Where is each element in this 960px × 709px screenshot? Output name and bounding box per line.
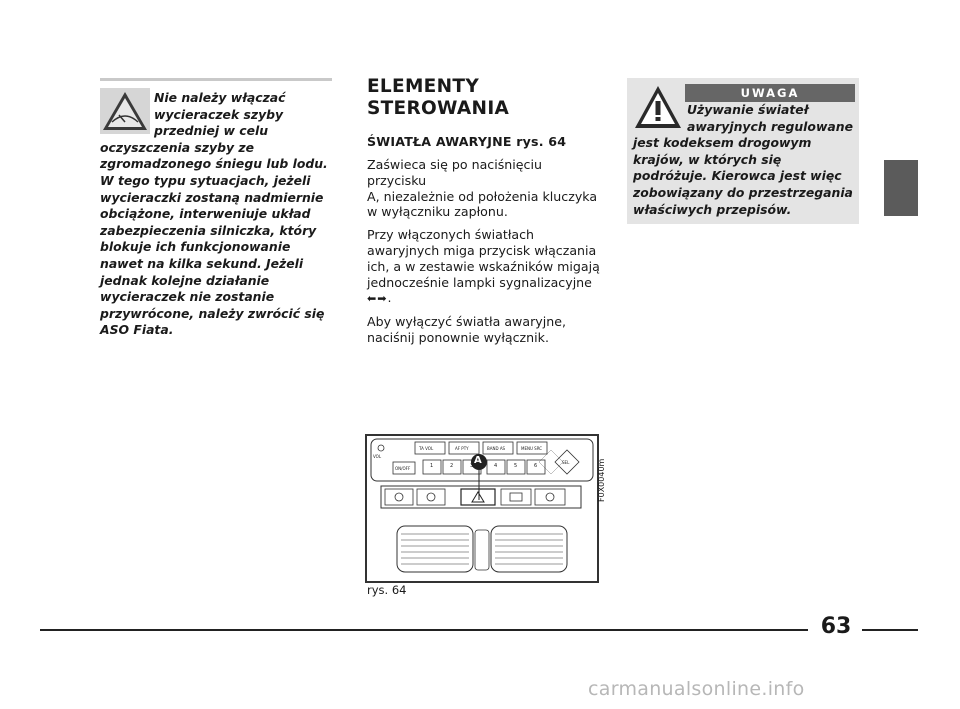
- paragraph-2: [367, 227, 601, 307]
- warning-line: obciążone, interweniuje układ: [100, 206, 311, 222]
- warning-line: przedniej w celu: [154, 123, 269, 139]
- radio-label: ON/OFF: [395, 466, 411, 471]
- uwaga-line: krajów, w których się: [633, 151, 782, 167]
- uwaga-line: jest kodeksem drogowym: [633, 135, 812, 151]
- text-line: Zaświeca się po naciśnięciu przycisku: [367, 157, 542, 188]
- text-end: .: [387, 290, 392, 306]
- uwaga-header: UWAGA: [685, 84, 855, 102]
- uwaga-line: Używanie świateł: [687, 102, 809, 117]
- warning-line: wycieraczki zostaną nadmiernie: [100, 189, 324, 205]
- radio-label: 5: [514, 463, 518, 469]
- paragraph-1: [367, 157, 601, 220]
- paragraph-3: [367, 314, 601, 346]
- page-number: 63: [820, 614, 852, 639]
- uwaga-text: [633, 102, 857, 218]
- turn-signal-arrows-icon: ⬅➡: [367, 292, 388, 306]
- section-title: ŚWIATŁA AWARYJNE rys. 64: [367, 134, 567, 149]
- warning-line: blokuje ich funkcjonowanie: [100, 239, 291, 255]
- uwaga-line: awaryjnych regulowane: [687, 118, 853, 134]
- dashboard-figure: [365, 434, 599, 583]
- warning-line: zabezpieczenia silniczka, który: [100, 222, 317, 238]
- warning-line: W tego typu sytuacjach, jeżeli: [100, 172, 311, 188]
- text-line: jednocześnie lampki sygnalizacyjne: [367, 274, 592, 290]
- radio-label: AF PTY: [455, 446, 469, 451]
- title-line: STEROWANIA: [367, 98, 510, 119]
- page-title: [367, 76, 601, 120]
- radio-label: TA VOL: [419, 446, 434, 451]
- radio-label: 1: [430, 463, 434, 469]
- warning-line: oczyszczenia szyby ze: [100, 139, 254, 155]
- figure-code-text: F0X0040m: [597, 458, 606, 502]
- warning-triangle-wiper-icon: [100, 88, 150, 134]
- warning-line: zgromadzonego śniegu lub lodu.: [100, 156, 328, 172]
- radio-label: BAND AS: [487, 446, 506, 451]
- uwaga-line: właściwych przepisów.: [633, 201, 792, 217]
- warning-line: Nie należy włączać: [154, 90, 286, 105]
- warning-line: ASO Fiata.: [100, 322, 174, 338]
- watermark: carmanualsonline.info: [588, 678, 805, 700]
- dashboard-illustration: [367, 436, 597, 581]
- radio-label: 3: [470, 463, 474, 469]
- text-line: w wyłączniku zapłonu.: [367, 204, 508, 220]
- warning-line: nawet na kilka sekund. Jeżeli: [100, 255, 304, 271]
- radio-label: VOL: [373, 454, 382, 459]
- text-line: ich, a w zestawie wskaźników migają: [367, 258, 600, 274]
- figure-caption: rys. 64: [367, 583, 407, 597]
- warning-line: jednak kolejne działanie: [100, 272, 270, 288]
- text-line: Przy włączonych światłach: [367, 227, 535, 243]
- label-a: A: [474, 455, 482, 466]
- uwaga-warning-box: [627, 78, 859, 224]
- title-line: ELEMENTY: [367, 76, 480, 97]
- top-rule: [100, 78, 332, 81]
- text-line: naciśnij ponownie wyłącznik.: [367, 329, 549, 345]
- figure-code: [596, 436, 608, 506]
- text-line: Aby wyłączyć światła awaryjne,: [367, 314, 566, 330]
- warning-line: wycieraczek nie zostanie: [100, 289, 275, 305]
- warning-line: przywrócone, należy zwrócić się: [100, 305, 325, 321]
- section-tab-marker: [884, 160, 918, 216]
- uwaga-line: zobowiązany do przestrzegania: [633, 184, 853, 200]
- radio-label: 4: [494, 463, 498, 469]
- main-content: [367, 76, 601, 353]
- wiper-warning-note: [100, 78, 332, 339]
- warning-line: wycieraczek szyby: [154, 106, 284, 122]
- radio-label: 6: [534, 463, 538, 469]
- footer-rule-left: [40, 629, 808, 631]
- text-line: awaryjnych miga przycisk włączania: [367, 242, 597, 258]
- radio-label: SEL: [562, 460, 570, 465]
- text-line: A, niezależnie od położenia kluczyka: [367, 188, 598, 204]
- uwaga-line: podróżuje. Kierowca jest więc: [633, 168, 842, 184]
- footer-rule-right: [862, 629, 918, 631]
- radio-label: 2: [450, 463, 454, 469]
- radio-label: MENU SRC: [521, 446, 543, 451]
